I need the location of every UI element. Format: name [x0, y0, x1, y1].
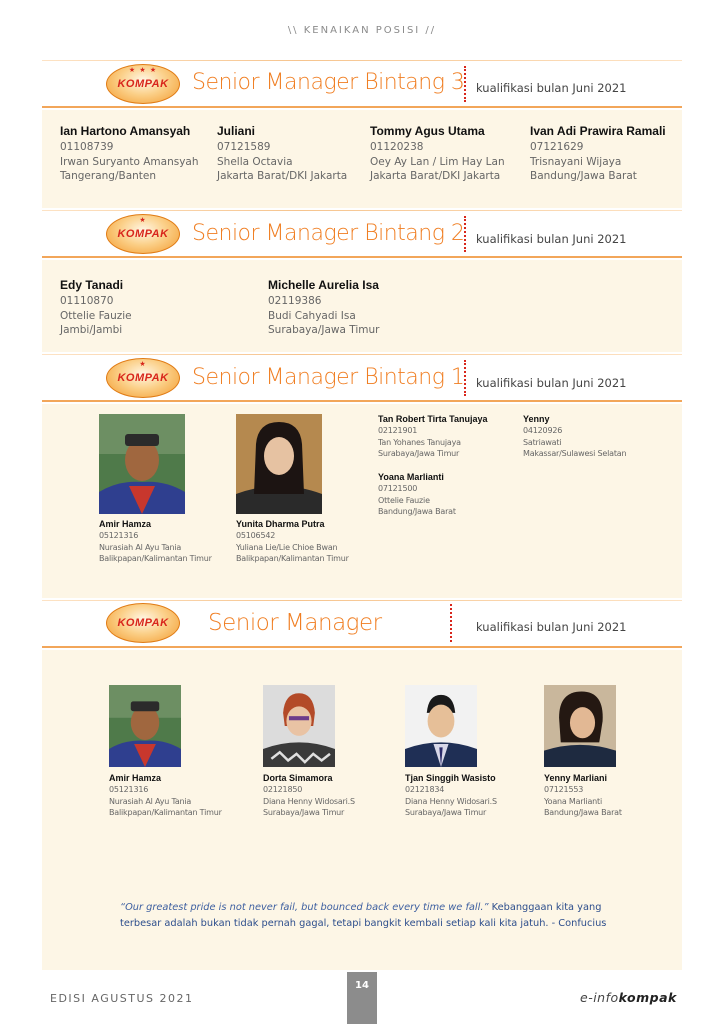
- qualification-label: kualifikasi bulan Juni 2021: [476, 232, 627, 246]
- section-header: \\ KENAIKAN POSISI //: [287, 25, 437, 36]
- person-card: Amir Hamza 05121316 Nurasiah Al Ayu Tania Balikpapan/Kalimantan Timur: [109, 773, 222, 817]
- separator: [464, 216, 466, 252]
- qualification-label: kualifikasi bulan Juni 2021: [476, 81, 627, 95]
- qualification-label: kualifikasi bulan Juni 2021: [476, 376, 627, 390]
- page-number: 14: [355, 980, 369, 991]
- portrait-photo: [544, 685, 616, 767]
- kompak-logo-icon: ★ ★ ★ KOMPAK: [106, 64, 180, 104]
- band-senior-manager: [42, 600, 682, 648]
- separator: [464, 66, 466, 102]
- page-number-box: [347, 972, 377, 1024]
- quote-english: “Our greatest pride is not never fail, but bounced back every time we fall.”: [120, 902, 489, 913]
- person-card: Juliani 07121589 Shella Octavia Jakarta Barat/DKI Jakarta: [217, 124, 348, 182]
- panel-bintang-1: [42, 404, 682, 598]
- separator: [450, 604, 452, 642]
- brand-label: e-infokompak: [580, 990, 677, 1005]
- title-bintang-1: Senior Manager Bintang 1: [192, 365, 465, 390]
- title-bintang-3: Senior Manager Bintang 3: [192, 70, 465, 95]
- person-card: Edy Tanadi 01110870 Ottelie Fauzie Jambi/Jambi: [60, 278, 132, 336]
- portrait-photo: [263, 685, 335, 767]
- kompak-logo-icon: KOMPAK: [106, 603, 180, 643]
- person-card: Yoana Marlianti 07121500 Ottelie Fauzie Bandung/Jawa Barat: [378, 472, 456, 516]
- person-card: Michelle Aurelia Isa 02119386 Budi Cahyadi Isa Surabaya/Jawa Timur: [268, 278, 380, 336]
- person-card: Ian Hartono Amansyah 01108739 Irwan Suryanto Amansyah Tangerang/Banten: [60, 124, 199, 182]
- portrait-photo: [236, 414, 322, 514]
- kompak-logo-icon: ★ KOMPAK: [106, 358, 180, 398]
- separator: [464, 360, 466, 396]
- person-card: Ivan Adi Prawira Ramali 07121629 Trisnayani Wijaya Bandung/Jawa Barat: [530, 124, 666, 182]
- portrait-photo: [109, 685, 181, 767]
- title-bintang-2: Senior Manager Bintang 2: [192, 221, 465, 246]
- quote-indonesian: Kebanggaan kita yang terbesar adalah bukan tidak pernah gagal, tetapi bangkit kembali setiap kali kita jatuh. - Confucius: [120, 902, 607, 929]
- portrait-photo: [99, 414, 185, 514]
- person-card: Dorta Simamora 02121850 Diana Henny Widosari.S Surabaya/Jawa Timur: [263, 773, 355, 817]
- title-senior-manager: Senior Manager: [208, 610, 382, 636]
- person-card: Tan Robert Tirta Tanujaya 02121901 Tan Yohanes Tanujaya Surabaya/Jawa Timur: [378, 414, 488, 458]
- band-bintang-3: [42, 60, 682, 108]
- person-card: Tommy Agus Utama 01120238 Oey Ay Lan / Lim Hay Lan Jakarta Barat/DKI Jakarta: [370, 124, 505, 182]
- band-bintang-1: [42, 354, 682, 402]
- portrait-photo: [405, 685, 477, 767]
- edition-label: EDISI AGUSTUS 2021: [50, 992, 194, 1005]
- panel-bintang-2: [42, 260, 682, 352]
- person-card: Yenny Marliani 07121553 Yoana Marlianti Bandung/Jawa Barat: [544, 773, 622, 817]
- person-card: Yenny 04120926 Satriawati Makassar/Sulawesi Selatan: [523, 414, 627, 458]
- qualification-label: kualifikasi bulan Juni 2021: [476, 620, 627, 634]
- person-card: Tjan Singgih Wasisto 02121834 Diana Henny Widosari.S Surabaya/Jawa Timur: [405, 773, 497, 817]
- quote: [120, 900, 640, 932]
- person-card: Yunita Dharma Putra 05106542 Yuliana Lie/Lie Chioe Bwan Balikpapan/Kalimantan Timur: [236, 519, 349, 563]
- band-bintang-2: [42, 210, 682, 258]
- kompak-logo-icon: ★ KOMPAK: [106, 214, 180, 254]
- panel-bintang-3: [42, 110, 682, 208]
- person-card: Amir Hamza 05121316 Nurasiah Al Ayu Tania Balikpapan/Kalimantan Timur: [99, 519, 212, 563]
